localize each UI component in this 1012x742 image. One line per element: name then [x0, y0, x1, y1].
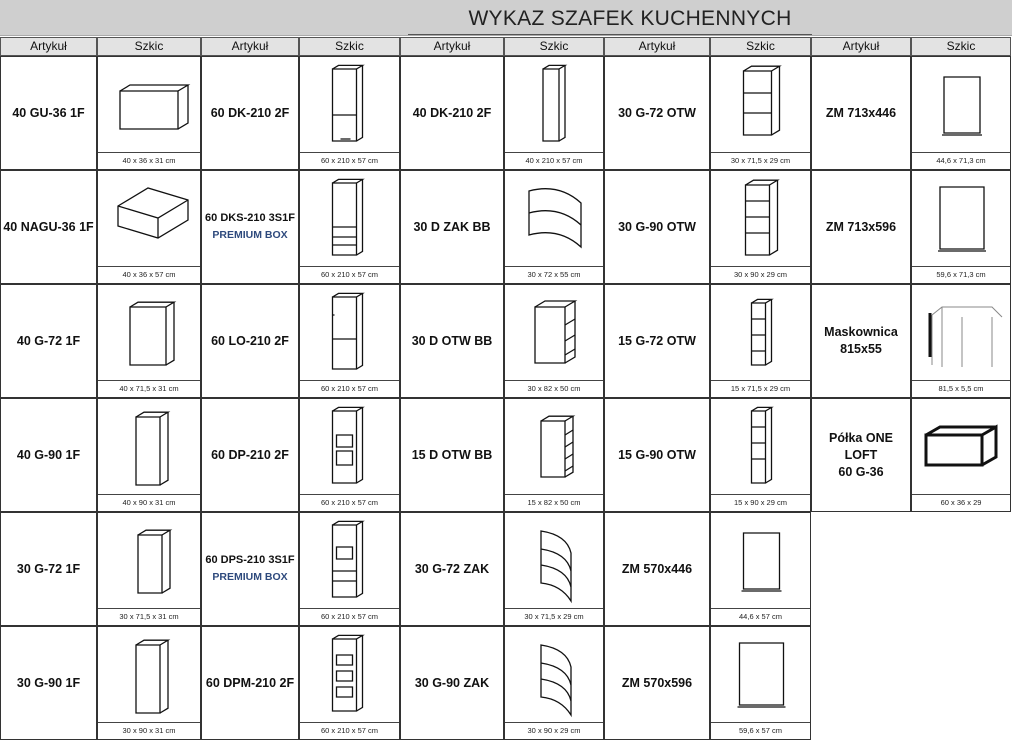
article-name-cell — [400, 170, 504, 284]
article-name-cell — [400, 56, 504, 170]
article-name-cell — [201, 170, 299, 284]
article-name-cell — [811, 56, 911, 170]
article-code: 30 D OTW BB — [411, 333, 493, 348]
article-code: 60 DK-210 2F — [210, 105, 290, 120]
article-name-cell — [604, 284, 710, 398]
article-code-line2: 60 G-36 — [838, 464, 884, 479]
dimensions-label: 40 x 36 x 31 cm — [98, 152, 200, 169]
article-code: 30 G-90 1F — [16, 675, 81, 690]
article-name-cell — [400, 512, 504, 626]
article-code: 30 G-90 ZAK — [414, 675, 490, 690]
article-code: Półka ONE LOFT — [829, 430, 893, 462]
sketch-cell — [299, 398, 400, 512]
article-name-cell — [201, 626, 299, 740]
sketch-cell — [299, 626, 400, 740]
sketch-cell — [504, 56, 604, 170]
sketch-cell — [911, 170, 1011, 284]
article-name-cell — [400, 398, 504, 512]
dimensions-label: 15 x 90 x 29 cm — [711, 494, 810, 511]
dimensions-label: 40 x 71,5 x 31 cm — [98, 380, 200, 397]
article-code: Maskownica — [824, 325, 898, 339]
dimensions-label: 60 x 36 x 29 — [912, 494, 1010, 511]
sketch-cell — [710, 170, 811, 284]
dimensions-label: 30 x 90 x 29 cm — [505, 722, 603, 739]
sketch-cell — [97, 512, 201, 626]
sketch-cell — [504, 512, 604, 626]
article-name-cell — [201, 56, 299, 170]
dimensions-label: 15 x 82 x 50 cm — [505, 494, 603, 511]
dimensions-label: 60 x 210 x 57 cm — [300, 380, 399, 397]
dimensions-label: 59,6 x 71,3 cm — [912, 266, 1010, 283]
article-name-cell — [604, 56, 710, 170]
sketch-cell — [504, 626, 604, 740]
sketch-cell — [97, 284, 201, 398]
dimensions-label: 60 x 210 x 57 cm — [300, 722, 399, 739]
article-code: ZM 570x596 — [621, 675, 693, 690]
header-szkic: Szkic — [504, 37, 604, 56]
dimensions-label: 30 x 71,5 x 29 cm — [711, 152, 810, 169]
article-code: ZM 570x446 — [621, 561, 693, 576]
sketch-cell — [299, 284, 400, 398]
article-code: ZM 713x446 — [825, 105, 897, 120]
article-name-cell — [201, 398, 299, 512]
article-name-cell — [201, 512, 299, 626]
header-szkic: Szkic — [710, 37, 811, 56]
dimensions-label: 40 x 210 x 57 cm — [505, 152, 603, 169]
dimensions-label: 44,6 x 71,3 cm — [912, 152, 1010, 169]
article-code: 30 D ZAK BB — [413, 219, 491, 234]
sketch-cell — [504, 398, 604, 512]
article-code: 60 DKS-210 3S1F — [205, 212, 295, 224]
header-artykul: Artykuł — [811, 37, 911, 56]
sketch-cell — [299, 56, 400, 170]
article-code: 30 G-72 OTW — [618, 105, 696, 120]
article-code: 15 D OTW BB — [411, 447, 493, 462]
dimensions-label: 60 x 210 x 57 cm — [300, 494, 399, 511]
article-code: 40 NAGU-36 1F — [3, 219, 94, 234]
dimensions-label: 30 x 72 x 55 cm — [505, 266, 603, 283]
article-name-cell — [400, 284, 504, 398]
header-artykul: Artykuł — [201, 37, 299, 56]
article-name-cell — [0, 626, 97, 740]
article-name-cell — [811, 170, 911, 284]
sketch-cell — [97, 170, 201, 284]
sketch-cell — [710, 284, 811, 398]
article-name-cell — [811, 284, 911, 398]
sketch-cell — [710, 398, 811, 512]
premium-box-label: PREMIUM BOX — [212, 571, 288, 583]
sketch-cell — [299, 512, 400, 626]
sketch-cell — [911, 398, 1011, 512]
header-szkic: Szkic — [97, 37, 201, 56]
article-code: 30 G-72 1F — [16, 561, 81, 576]
dimensions-label: 30 x 82 x 50 cm — [505, 380, 603, 397]
article-name-cell — [604, 626, 710, 740]
article-code: 40 GU-36 1F — [12, 105, 85, 120]
dimensions-label: 30 x 90 x 31 cm — [98, 722, 200, 739]
dimensions-label: 81,5 x 5,5 cm — [912, 380, 1010, 397]
article-code: 40 G-72 1F — [16, 333, 81, 348]
article-code: 60 LO-210 2F — [211, 333, 289, 348]
article-code: 60 DPS-210 3S1F — [205, 554, 295, 566]
article-name-cell — [0, 56, 97, 170]
dimensions-label: 30 x 71,5 x 31 cm — [98, 608, 200, 625]
article-name-cell — [201, 284, 299, 398]
sketch-cell — [911, 56, 1011, 170]
article-name-cell — [604, 398, 710, 512]
dimensions-label: 40 x 90 x 31 cm — [98, 494, 200, 511]
sketch-cell — [710, 512, 811, 626]
dimensions-label: 44,6 x 57 cm — [711, 608, 810, 625]
article-name-cell — [604, 170, 710, 284]
sketch-cell — [504, 284, 604, 398]
article-code: 30 G-90 OTW — [618, 219, 696, 234]
article-code: 15 G-90 OTW — [618, 447, 696, 462]
dimensions-label: 15 x 71,5 x 29 cm — [711, 380, 810, 397]
header-szkic: Szkic — [299, 37, 400, 56]
article-code: 60 DPM-210 2F — [205, 675, 295, 690]
article-name-cell — [811, 398, 911, 512]
header-artykul: Artykuł — [604, 37, 710, 56]
sketch-cell — [299, 170, 400, 284]
header-szkic: Szkic — [911, 37, 1011, 56]
sketch-cell — [710, 56, 811, 170]
article-code: 15 G-72 OTW — [618, 333, 696, 348]
article-code: ZM 713x596 — [825, 219, 897, 234]
dimensions-label: 60 x 210 x 57 cm — [300, 152, 399, 169]
article-code: 60 DP-210 2F — [211, 447, 289, 462]
dimensions-label: 59,6 x 57 cm — [711, 722, 810, 739]
sketch-cell — [911, 284, 1011, 398]
dimensions-label: 40 x 36 x 57 cm — [98, 266, 200, 283]
article-name-cell — [604, 512, 710, 626]
header-artykul: Artykuł — [0, 37, 97, 56]
article-name-cell — [0, 398, 97, 512]
dimensions-label: 30 x 71,5 x 29 cm — [505, 608, 603, 625]
page-title: WYKAZ SZAFEK KUCHENNYCH — [468, 7, 792, 30]
sketch-cell — [97, 626, 201, 740]
sketch-cell — [710, 626, 811, 740]
article-code: 40 DK-210 2F — [412, 105, 492, 120]
dimensions-label: 30 x 90 x 29 cm — [711, 266, 810, 283]
article-code-line2: 815x55 — [840, 342, 882, 356]
sketch-cell — [504, 170, 604, 284]
article-code: 40 G-90 1F — [16, 447, 81, 462]
article-name-cell — [400, 626, 504, 740]
article-name-cell — [0, 512, 97, 626]
article-name-cell — [0, 284, 97, 398]
header-artykul: Artykuł — [400, 37, 504, 56]
premium-box-label: PREMIUM BOX — [212, 229, 288, 241]
sketch-cell — [97, 56, 201, 170]
title-underline — [408, 34, 812, 35]
article-code: 30 G-72 ZAK — [414, 561, 490, 576]
article-name-cell — [0, 170, 97, 284]
dimensions-label: 60 x 210 x 57 cm — [300, 608, 399, 625]
dimensions-label: 60 x 210 x 57 cm — [300, 266, 399, 283]
sketch-cell — [97, 398, 201, 512]
